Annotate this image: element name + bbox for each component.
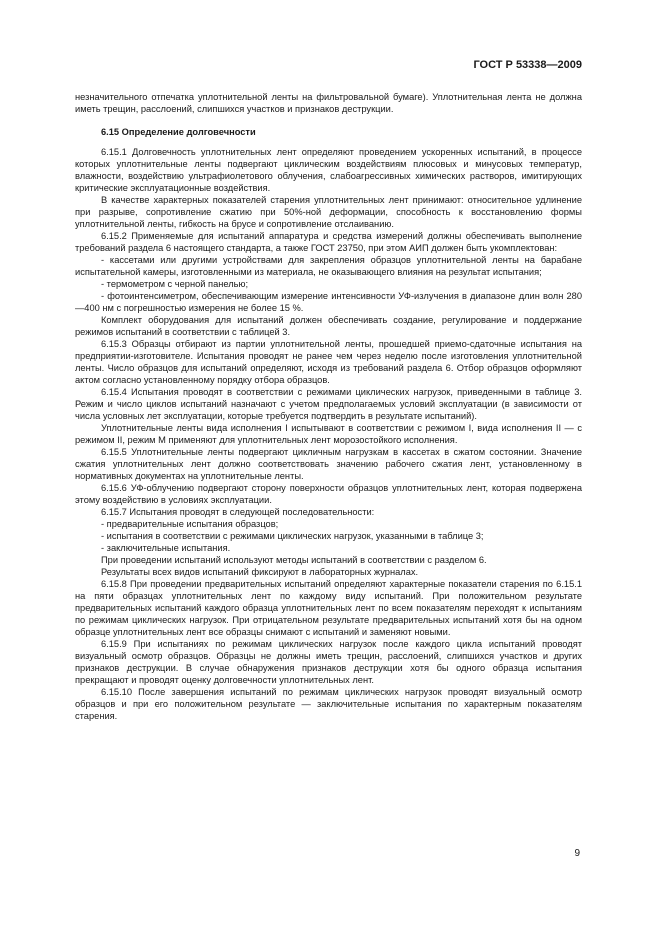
paragraph-test-methods: При проведении испытаний используют методы испытаний в соответствии с разделом 6.	[101, 555, 487, 565]
paragraph-6-15-8: 6.15.8 При проведении предварительных испытаний определяют характерные показатели старения по 6.15.1 на пяти образцах уплотнительных лент по каждому виду испытаний. При положительном результате предварительных испытаний каждого образца уплотнительных лент по всем показателям переходят к испытаниям по режимам циклических нагрузок. При отрицательном результате предварительных испытаний хотя бы на одном образце уплотнительных лент все образцы снимают с испытаний и заменяют новыми.	[75, 579, 582, 637]
document-number: ГОСТ Р 53338—2009	[473, 59, 582, 71]
paragraph-6-15-2: 6.15.2 Применяемые для испытаний аппаратура и средства измерений должны обеспечивать выполнение требований раздела 6 настоящего стандарта, а также ГОСТ 23750, при этом АИП должен быть укомплектован:	[75, 231, 582, 253]
list-item-final-tests: - заключительные испытания.	[101, 543, 231, 553]
page-number: 9	[574, 848, 580, 859]
paragraph-execution-types: Уплотнительные ленты вида исполнения I испытывают в соответствии с режимом I, вида исполнения II — с режимом II, режим М применяют для уплотнительных лент морозостойкого исполнения.	[75, 423, 582, 445]
paragraph-6-15-3: 6.15.3 Образцы отбирают из партии уплотнительной ленты, прошедшей приемо-сдаточные испытания на предприятии-изготовителе. Испытания проводят не ранее чем через неделю после изготовления уплотнительной ленты. Число образцов для испытаний определяют, исходя из требований раздела 6. Отбор образцов оформляют актом согласно установленному порядку отбора образцов.	[75, 339, 582, 385]
list-item-thermometer: - термометром с черной панелью;	[101, 279, 249, 289]
paragraph-6-15-10: 6.15.10 После завершения испытаний по режимам циклических нагрузок проводят визуальный осмотр образцов и при его положительном результате — заключительные испытания по характерным показателям старения.	[75, 687, 582, 721]
paragraph-continuation: незначительного отпечатка уплотнительной ленты на фильтровальной бумаге). Уплотнительная лента не должна иметь трещин, расслоений, слипшихся участков и признаков деструкции.	[75, 92, 582, 114]
paragraph-6-15-5: 6.15.5 Уплотнительные ленты подвергают цикличным нагрузкам в кассетах в сжатом состоянии. Значение сжатия уплотнительных лент должно соответствовать значению рабочего сжатия лент, установленному в нормативных документах на уплотнительные ленты.	[75, 447, 582, 481]
paragraph-results-recording: Результаты всех видов испытаний фиксируют в лабораторных журналах.	[101, 567, 419, 577]
paragraph-6-15-4: 6.15.4 Испытания проводят в соответствии с режимами циклических нагрузок, приведенными в таблице 3. Режим и число циклов испытаний назначают с учетом предполагаемых условий эксплуатации (в зависимости от числа условных лет эксплуатации, которые требуется подтвердить в результате испытаний).	[75, 387, 582, 421]
list-item-preliminary-tests: - предварительные испытания образцов;	[101, 519, 279, 529]
paragraph-6-15-1: 6.15.1 Долговечность уплотнительных лент определяют проведением ускоренных испытаний, в процессе которых уплотнительные ленты подвергают циклическим воздействиям плюсовых и минусовых температур, влажности, воздействию ультрафиолетового облучения, слабоагрессивных химических растворов, имитирующих критические эксплуатационные воздействия.	[75, 147, 582, 193]
section-heading: 6.15 Определение долговечности	[101, 127, 256, 137]
body-text	[75, 91, 582, 722]
paragraph-6-15-7: 6.15.7 Испытания проводят в следующей последовательности:	[101, 507, 375, 517]
paragraph-equipment-set: Комплект оборудования для испытаний должен обеспечивать создание, регулирование и поддержание режимов испытаний в соответствии с таблицей 3.	[75, 315, 582, 337]
paragraph-6-15-9: 6.15.9 При испытаниях по режимам циклических нагрузок после каждого цикла испытаний проводят визуальный осмотр образцов. Образцы не должны иметь трещин, расслоений, слипшихся участков и других признаков деструкции. В случае обнаружения признаков деструкции хотя бы одного образца испытания прекращают и проводят оценку долговечности уплотнительных лент.	[75, 639, 582, 685]
paragraph-aging-indicators: В качестве характерных показателей старения уплотнительных лент принимают: относительное удлинение при разрыве, сопротивление сжатию при 50%-ной деформации, способность к восстановлению формы уплотнительной ленты, гибкость на брусе и сопротивление отслаиванию.	[75, 195, 582, 229]
list-item-cyclic-tests: - испытания в соответствии с режимами циклических нагрузок, указанными в таблице 3;	[101, 531, 484, 541]
list-item-cassettes: - кассетами или другими устройствами для закрепления образцов уплотнительной ленты на барабане испытательной камеры, изготовленными из материала, не оказывающего влияния на результат испытания;	[75, 255, 582, 277]
paragraph-6-15-6: 6.15.6 УФ-облучению подвергают сторону поверхности образцов уплотнительных лент, которая подвержена этому воздействию в условиях эксплуатации.	[75, 483, 582, 505]
list-item-photointensimeter: - фотоинтенсиметром, обеспечивающим измерение интенсивности УФ-излучения в диапазоне длин волн 280—400 нм с погрешностью измерения не более 15 %.	[75, 291, 582, 313]
